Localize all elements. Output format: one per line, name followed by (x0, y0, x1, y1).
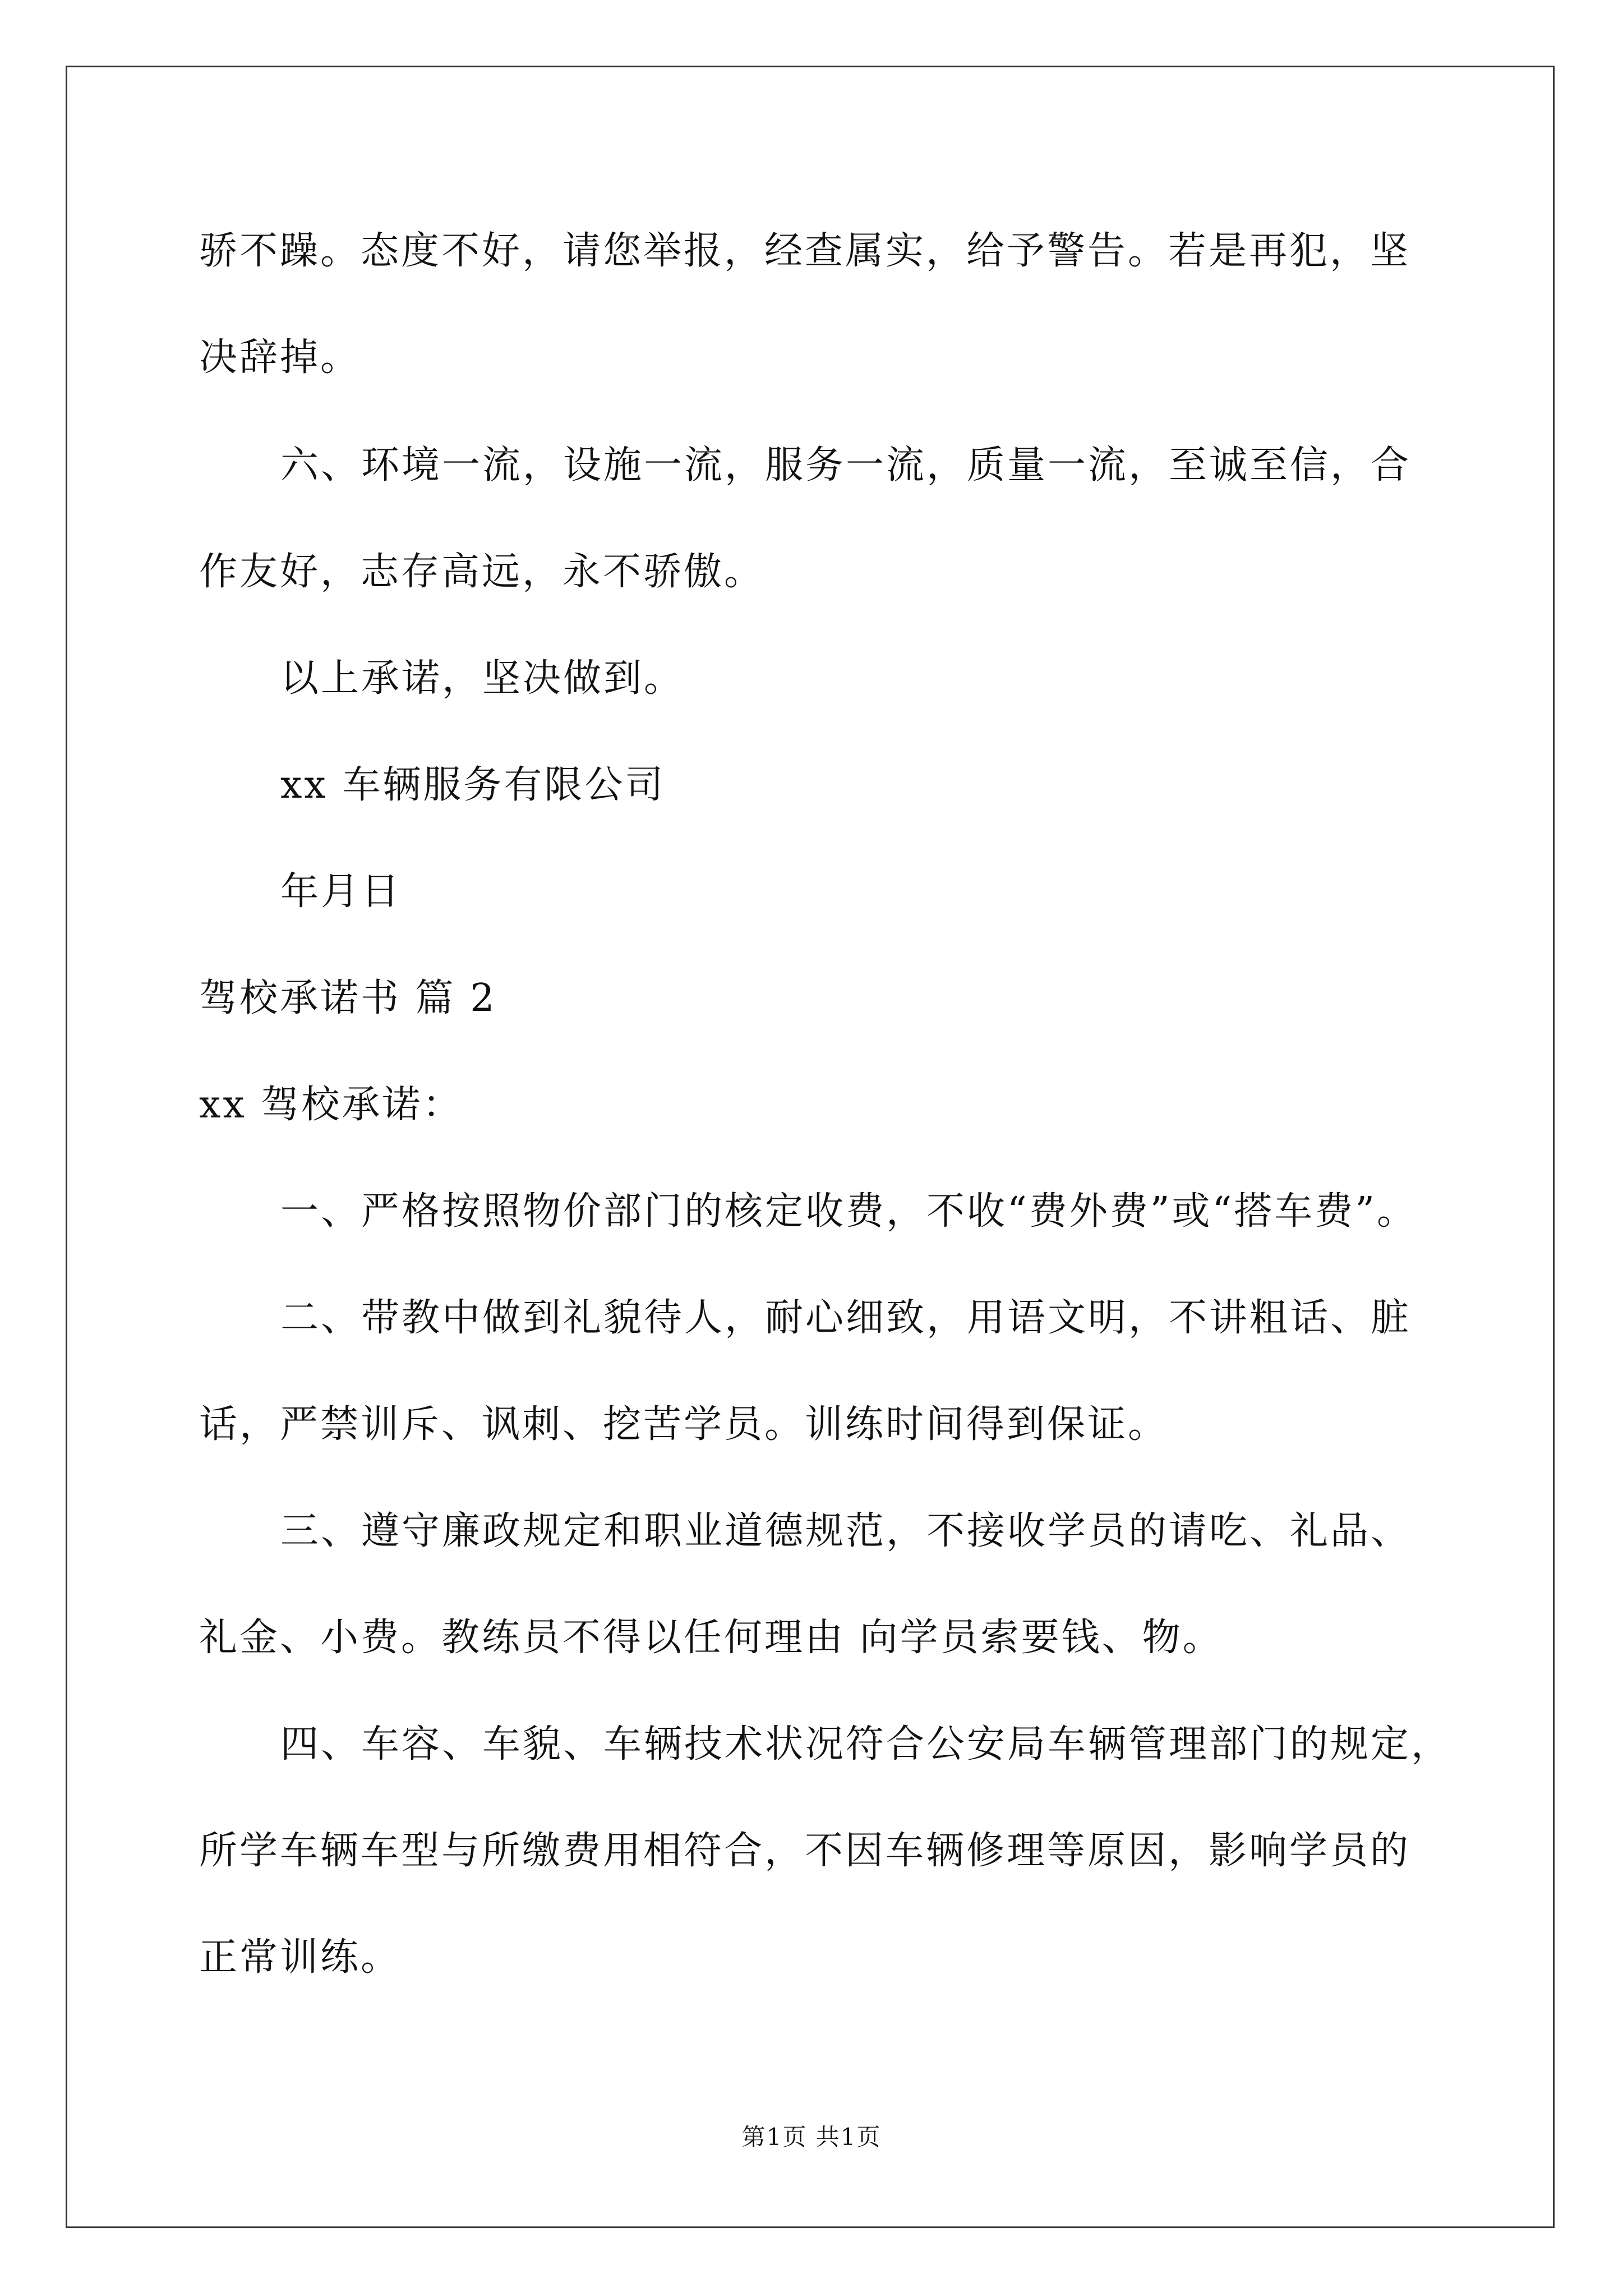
text-line: 作友好，志存高远，永不骄傲。 (199, 550, 765, 594)
text-line: 以上承诺，坚决做到。 (280, 656, 685, 701)
text-line: 年月日 (280, 869, 402, 914)
text-line: 正常训练。 (199, 1935, 402, 1980)
text-line: 一、严格按照物价部门的核定收费，不收“费外费”或“搭车费”。 (280, 1189, 1418, 1234)
text-line: 所学车辆车型与所缴费用相符合，不因车辆修理等原因，影响学员的 (199, 1829, 1411, 1873)
page-frame (66, 66, 1555, 2228)
section-heading: 驾校承诺书 篇 2 (199, 976, 497, 1020)
text-line: 四、车容、车貌、车辆技术状况符合公安局车辆管理部门的规定， (280, 1722, 1452, 1766)
text-line: 决辞掉。 (199, 335, 361, 380)
text-line: 骄不躁。态度不好，请您举报，经查属实，给予警告。若是再犯，坚 (199, 229, 1411, 273)
text-line: 二、带教中做到礼貌待人，耐心细致，用语文明，不讲粗话、脏 (280, 1296, 1412, 1340)
text-line: 话，严禁训斥、讽刺、挖苦学员。训练时间得到保证。 (199, 1402, 1169, 1447)
text-line: xx 车辆服务有限公司 (280, 763, 666, 807)
text-line: xx 驾校承诺： (199, 1083, 463, 1127)
page-number-footer: 第1页 共1页 (741, 2123, 882, 2151)
text-line: 六、环境一流，设施一流，服务一流，质量一流，至诚至信，合 (280, 443, 1412, 487)
text-line: 三、遵守廉政规定和职业道德规范，不接收学员的请吃、礼品、 (280, 1509, 1412, 1553)
text-line: 礼金、小费。教练员不得以任何理由 向学员索要钱、物。 (199, 1616, 1223, 1660)
